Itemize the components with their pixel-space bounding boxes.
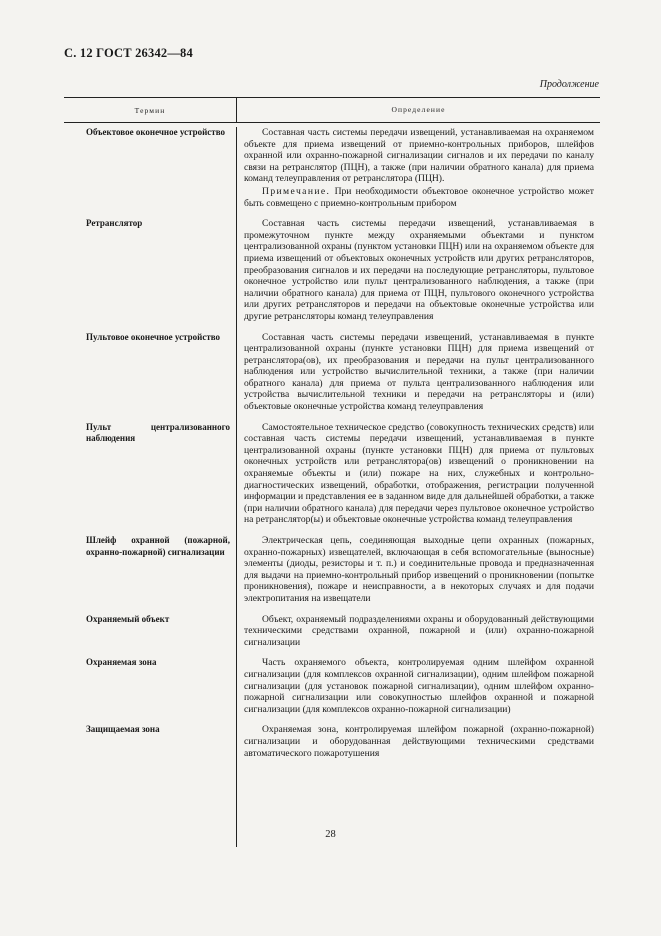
definition-text: Часть охраняемого объекта, контролируемая одним шлейфом охранной сигнализации (для комплексов охранной сигнализации), одним шлейфом пожарной сигнализации (для установок пожарной сигнализации), одним шлейфом охранно-пожарной сигнализации или совокупностью шлейфов охранной и пожарной сигнализации (для комплексов охранно-пожарной сигнализации) — [244, 657, 594, 715]
table-row — [64, 724, 600, 759]
definition-cell — [236, 332, 600, 413]
page-header-title: С. 12 ГОСТ 26342—84 — [64, 46, 193, 60]
continuation-label: Продолжение — [539, 79, 599, 90]
term-cell: Пульт централизованного наблюдения — [86, 421, 230, 444]
definition-text: Электрическая цепь, соединяющая выходные цепи охранных (пожарных, охранно-пожарных) извещателей, включающая в себя вспомогательные (выносные) элементы (диоды, резисторы и т. п.) и соединительные провода и предназначенная для выдачи на приемно-контрольный прибор извещений о проникновении (попытке проникновения), пожаре и неисправности, а в некоторых случаях и для подачи электропитания на извещатели — [244, 535, 594, 604]
definition-cell — [236, 218, 600, 322]
term-cell: Пультовое оконечное устройство — [86, 331, 221, 342]
definition-cell — [236, 657, 600, 715]
definition-text: Составная часть системы передачи извещений, устанавливаемая в пункте централизованной охраны (пункте установки ПЦН) для приема извещений от ретранслятора(ов), их преобразования и передачи на пульт централизованного наблюдения или устройство вычислительной техники, а также (при наличии обратного канала) для приема от пульта централизованного наблюдения или устройства вычислительной техники и передачи на ретрансляторы и (или) объектовые оконечные устройства команд телеуправления — [244, 331, 594, 413]
table-row — [64, 422, 600, 526]
note-label: Примечание. — [262, 185, 331, 197]
definition-text: Составная часть системы передачи извещений, устанавливаемая в промежуточном пункте между охраняемыми объектами и пунктом централизованной охраны (пунктом установки ПЦН) или на охраняемом объекте для приема извещений от объектовых оконечных устройств или других ретрансляторов, преобразования сигналов и их передачи на последующие ретрансляторы, пультовое оконечное устройство или пульт централизованного наблюдения, а также (при наличии обратного канала) для приема от ПЦН, пультового оконечного устройства или других ретрансляторов и передачи на объектовые оконечные устройства или другие ретрансляторы команд телеуправления — [244, 218, 594, 322]
terms-table — [64, 97, 600, 759]
table-row — [64, 535, 600, 605]
term-cell: Шлейф охранной (пожарной, охранно-пожарной) сигнализации — [86, 535, 230, 557]
table-row — [64, 218, 600, 322]
definition-text: Составная часть системы передачи извещений, устанавливаемая на охраняемом объекте для приема извещений от приемно-контрольных приборов, шлейфов охранной или охранно-пожарной сигнализации сигналов и их передачи по каналу связи на ретранслятор (ПЦН), а также (при наличии обратного канала) для приема команд телеуправления от ретранслятора (ПЦН). — [244, 127, 594, 185]
definition-cell — [236, 127, 600, 209]
table-row — [64, 332, 600, 413]
table-row — [64, 657, 600, 715]
term-cell: Объектовое оконечное устройство — [86, 127, 226, 137]
term-cell: Защищаемая зона — [86, 724, 160, 735]
table-row — [64, 127, 600, 209]
term-cell: Охраняемая зона — [86, 657, 157, 668]
page-number: 28 — [325, 829, 336, 840]
definition-note — [244, 186, 594, 209]
definition-cell — [236, 724, 600, 759]
term-cell: Ретранслятор — [86, 218, 143, 229]
column-divider — [236, 127, 237, 847]
definition-cell — [236, 422, 600, 526]
table-row — [64, 614, 600, 649]
definition-cell — [236, 614, 600, 649]
table-body — [64, 127, 600, 759]
definition-text: Охраняемая зона, контролируемая шлейфом пожарной (охранно-пожарной) сигнализации и оборудованная действующими техническими средствами автоматического пожаротушения — [244, 724, 594, 759]
definition-text: Самостоятельное техническое средство (совокупность технических средств) или составная часть системы передачи извещений, устанавливаемая в пункте централизованной охраны (пункте установки ПЦН) для приема от пультовых оконечных устройств или ретранслятора(ов) извещений о проникновении на охраняемые объекты и (или) пожаре на них, служебных и контрольно-диагностических извещений, обработки, отображения, регистрации полученной информации и представления ее в заданном виде для дальнейшей обработки, а также (при наличии обратного канала) для передачи через пультовое оконечное устройство на ретранслятор(ы) и объектовые оконечные устройства команд телеуправления — [244, 421, 594, 526]
term-cell: Охраняемый объект — [86, 613, 170, 624]
definition-text: Объект, охраняемый подразделениями охраны и оборудованный действующими техническими средствами охранной, пожарной и (или) охранно-пожарной сигнализации — [244, 613, 594, 648]
column-header-definition: Определение — [236, 98, 600, 122]
note-text: При необходимости объектовое оконечное устройство может быть совмещено с приемно-контрольным прибором — [244, 185, 594, 209]
table-header — [64, 97, 600, 123]
definition-cell — [236, 535, 600, 605]
column-header-term: Термин — [134, 105, 166, 115]
